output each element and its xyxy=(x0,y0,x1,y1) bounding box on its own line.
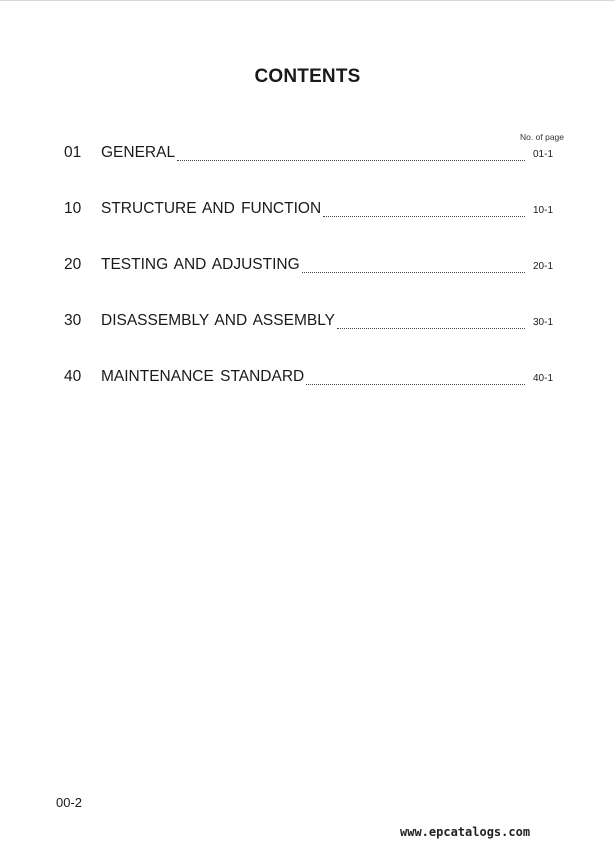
toc-entry-page: 01-1 xyxy=(532,149,553,160)
toc-entry-label: STRUCTURE AND FUNCTION xyxy=(101,200,322,217)
toc-entry-number: 40 xyxy=(64,368,82,385)
dot-leader xyxy=(323,216,525,217)
dot-leader xyxy=(337,328,525,329)
top-border-line xyxy=(0,0,615,1)
dot-leader xyxy=(306,384,525,385)
toc-entry-label: DISASSEMBLY AND ASSEMBLY xyxy=(101,312,336,329)
toc-entry-page: 30-1 xyxy=(532,317,553,328)
page-column-header: No. of page xyxy=(520,132,564,142)
toc-entry-page: 40-1 xyxy=(532,373,553,384)
toc-entry-testing-and-adjusting[interactable] xyxy=(64,256,553,276)
toc-entry-number: 20 xyxy=(64,256,82,273)
dot-leader xyxy=(302,272,525,273)
toc-entry-label: MAINTENANCE STANDARD xyxy=(101,368,305,385)
toc-entry-maintenance-standard[interactable] xyxy=(64,368,553,388)
toc-entry-disassembly-and-assembly[interactable] xyxy=(64,312,553,332)
toc-entry-label: TESTING AND ADJUSTING xyxy=(101,256,300,273)
toc-entry-page: 20-1 xyxy=(532,261,553,272)
dot-leader xyxy=(177,160,525,161)
toc-entry-number: 30 xyxy=(64,312,82,329)
watermark-link[interactable]: www.epcatalogs.com xyxy=(400,825,531,839)
toc-entry-structure-and-function[interactable] xyxy=(64,200,553,220)
toc-entry-number: 10 xyxy=(64,200,82,217)
toc-entry-label: GENERAL xyxy=(101,144,176,161)
page-title: CONTENTS xyxy=(254,66,361,87)
toc-entry-general[interactable] xyxy=(64,144,553,164)
toc-entry-page: 10-1 xyxy=(532,205,553,216)
footer-page-number: 00-2 xyxy=(56,795,83,810)
toc-entry-number: 01 xyxy=(64,144,82,161)
